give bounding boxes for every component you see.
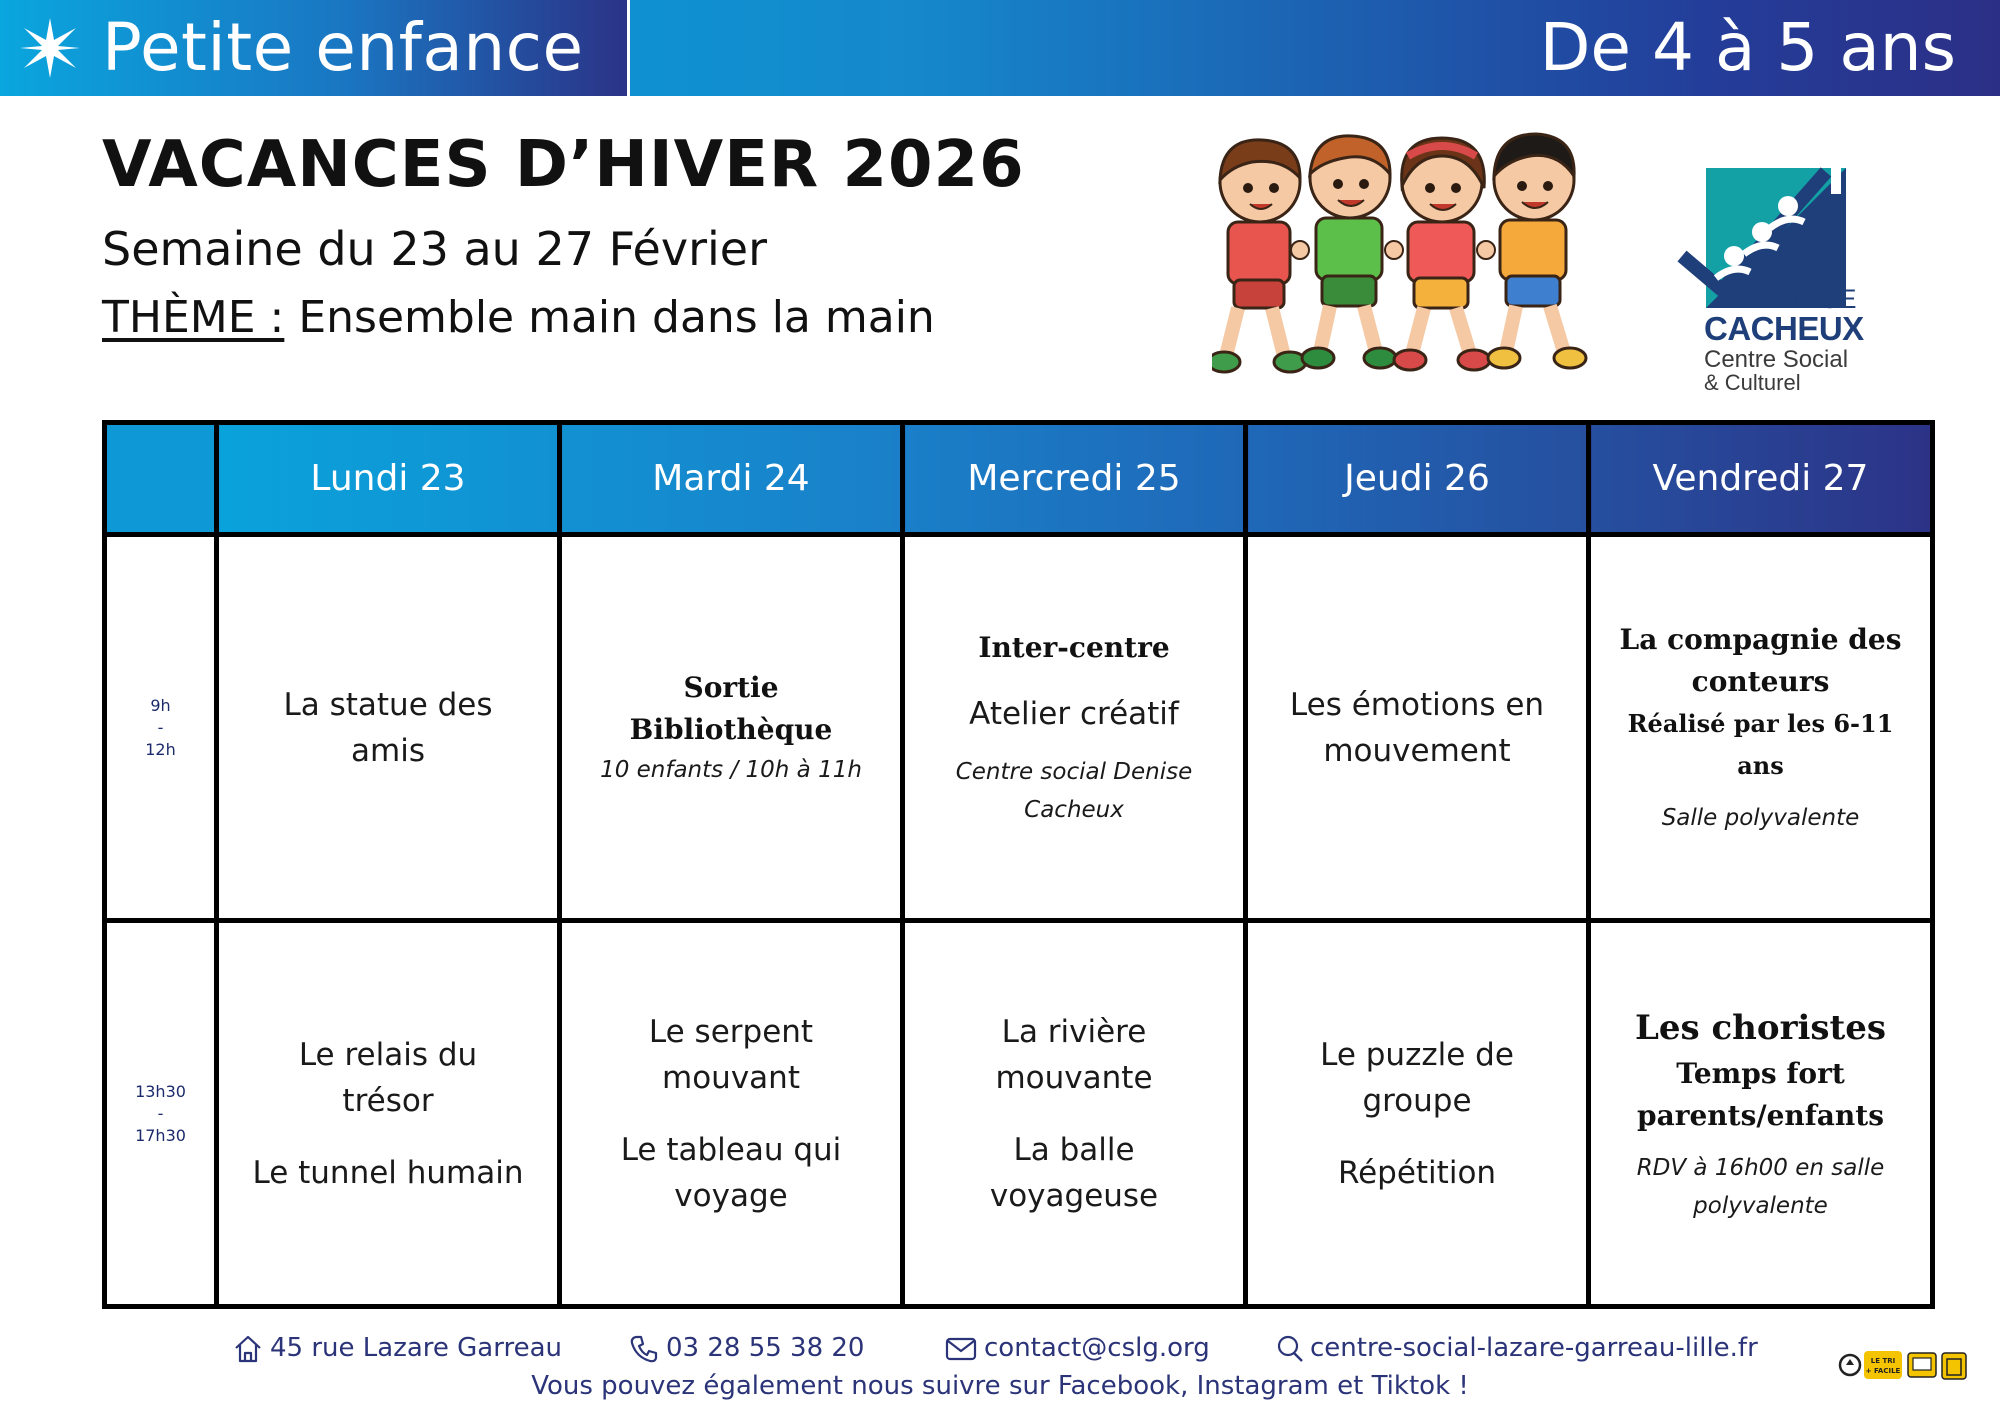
activity-text: Le puzzle de	[1320, 1036, 1514, 1073]
footer-contact-bar	[0, 1326, 2000, 1414]
activity-jeudi-morning	[1246, 535, 1589, 921]
activity-title: Inter-centre	[978, 630, 1170, 664]
activity-place: Cacheux	[1024, 796, 1124, 823]
activity-detail: 10 enfants / 10h à 11h	[600, 756, 862, 783]
activity-text: Atelier créatif	[969, 695, 1179, 732]
activity-mardi-morning	[560, 535, 903, 921]
activity-text: Le tunnel humain	[252, 1154, 524, 1191]
activity-text: Les émotions en	[1289, 686, 1545, 723]
activity-title: Sortie Bibliothèque	[629, 670, 833, 746]
afternoon-row	[105, 921, 1933, 1307]
activity-text: mouvant	[662, 1059, 800, 1096]
footer-email[interactable]	[944, 1326, 1210, 1370]
page-title: VACANCES D’HIVER 2026	[102, 128, 1025, 202]
morning-row	[105, 535, 1933, 921]
activity-title: Les choristes	[1634, 1007, 1887, 1048]
le-tri-plus-facile-badge	[1836, 1348, 1972, 1382]
activity-vendredi-morning	[1589, 535, 1933, 921]
activity-text: Répétition	[1337, 1154, 1497, 1191]
activity-place: Centre social Denise	[955, 758, 1193, 785]
activity-text: La rivière	[1001, 1013, 1147, 1050]
home-icon	[232, 1333, 264, 1365]
activity-lundi-morning	[217, 535, 560, 921]
logo-line-centre-social: Centre Social	[1704, 346, 1849, 373]
time-end: 12h	[145, 739, 176, 759]
tri-label-1: LE TRI	[1870, 1357, 1896, 1365]
activity-detail: polyvalente	[1693, 1192, 1828, 1219]
week-subtitle: Semaine du 23 au 27 Février	[102, 222, 767, 276]
activity-text: La balle	[1013, 1131, 1135, 1168]
activity-detail: RDV à 16h00 en salle	[1636, 1154, 1885, 1181]
website-link[interactable]: centre-social-lazare-garreau-lille.fr	[1310, 1333, 1758, 1363]
activity-mercredi-afternoon	[903, 921, 1246, 1307]
social-follow-text: Vous pouvez également nous suivre sur Facebook, Instagram et Tiktok !	[531, 1371, 1469, 1401]
child-figure	[1212, 140, 1306, 372]
banner-category-block	[0, 0, 630, 96]
footer-address	[232, 1326, 562, 1370]
child-figure	[1394, 138, 1490, 370]
activity-text: groupe	[1362, 1082, 1472, 1119]
mail-icon	[944, 1333, 978, 1365]
footer-website[interactable]	[1276, 1326, 1758, 1370]
activity-subtitle: parents/enfants	[1637, 1098, 1884, 1132]
tri-label-2: + FACILE	[1865, 1367, 1901, 1375]
activity-text: Le relais du	[298, 1036, 478, 1073]
phone-text[interactable]: 03 28 55 38 20	[666, 1333, 865, 1363]
search-icon	[1276, 1333, 1304, 1365]
footer-phone[interactable]	[628, 1326, 864, 1370]
category-title: Petite enfance	[102, 9, 584, 86]
activity-text: amis	[351, 732, 425, 769]
activity-subtitle: Réalisé par les 6-11 ans	[1627, 708, 1894, 780]
activity-mardi-afternoon	[560, 921, 903, 1307]
child-figure	[1302, 136, 1396, 368]
weekly-schedule-table	[102, 420, 1935, 1309]
day-header-mardi: Mardi 24	[560, 423, 903, 535]
afternoon-time-slot	[105, 921, 217, 1307]
header-banner	[0, 0, 2000, 96]
logo-line-cacheux: CACHEUX	[1704, 310, 1864, 347]
time-start: 13h30	[135, 1081, 186, 1101]
activity-subtitle: Temps fort	[1676, 1056, 1845, 1090]
activity-vendredi-afternoon	[1589, 921, 1933, 1307]
time-separator: -	[157, 717, 164, 737]
email-link[interactable]: contact@cslg.org	[984, 1333, 1210, 1363]
logo-line-culturel: & Culturel	[1704, 370, 1801, 395]
activity-text: La statue des	[283, 686, 493, 723]
theme-line	[102, 292, 935, 343]
time-start: 9h	[150, 695, 171, 715]
activity-text: mouvante	[995, 1059, 1153, 1096]
address-text: 45 rue Lazare Garreau	[270, 1333, 562, 1363]
activity-text: Le tableau qui	[620, 1131, 842, 1168]
child-figure	[1488, 134, 1586, 368]
activity-text: trésor	[342, 1082, 434, 1119]
activity-text: voyage	[674, 1177, 788, 1214]
day-header-mercredi: Mercredi 25	[903, 423, 1246, 535]
day-header-vendredi: Vendredi 27	[1589, 423, 1933, 535]
time-separator: -	[157, 1103, 164, 1123]
activity-place: Salle polyvalente	[1661, 804, 1860, 831]
activity-text: mouvement	[1323, 732, 1511, 769]
theme-value: Ensemble main dans la main	[298, 292, 935, 343]
activity-lundi-afternoon	[217, 921, 560, 1307]
phone-icon	[628, 1333, 660, 1365]
activity-text: Le serpent	[648, 1013, 814, 1050]
morning-time-slot	[105, 535, 217, 921]
logo-line-denise: DENISE	[1756, 284, 1857, 314]
activity-title: conteurs	[1691, 664, 1830, 698]
activity-title: La compagnie des	[1619, 622, 1902, 656]
age-range: De 4 à 5 ans	[1539, 9, 1956, 86]
theme-label: THÈME :	[102, 292, 285, 343]
day-header-row	[105, 423, 1933, 535]
sparkle-star-icon	[18, 16, 82, 80]
activity-text: voyageuse	[989, 1177, 1159, 1214]
day-header-lundi: Lundi 23	[217, 423, 560, 535]
time-column-header	[105, 423, 217, 535]
activity-jeudi-afternoon	[1246, 921, 1589, 1307]
time-end: 17h30	[135, 1125, 186, 1145]
day-header-jeudi: Jeudi 26	[1246, 423, 1589, 535]
children-holding-hands-illustration	[1212, 130, 1592, 380]
activity-mercredi-morning	[903, 535, 1246, 921]
